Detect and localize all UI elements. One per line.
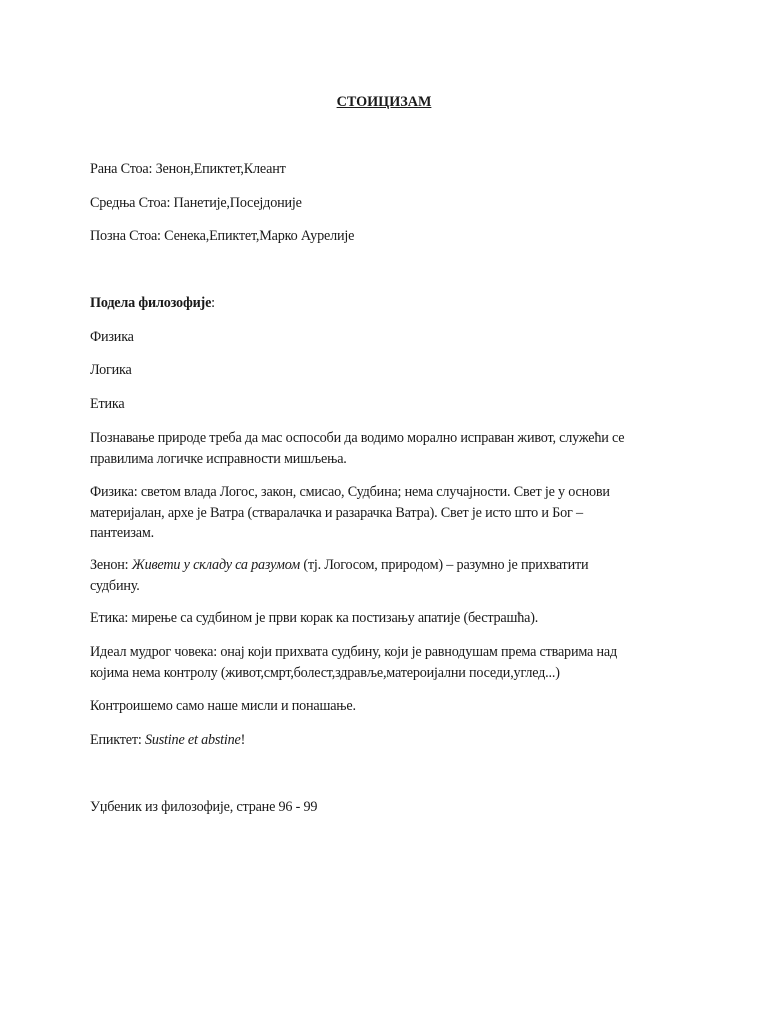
- physics-line-1: Физика: светом влада Логос, закон, смисао, Судбина; нема случајности. Свет је у основи: [90, 484, 610, 500]
- document-title: СТОИЦИЗАМ: [336, 94, 432, 110]
- zeno-prefix: Зенон:: [90, 557, 132, 573]
- period-middle: Средња Стоа: Панетије,Посејдоније: [90, 195, 302, 211]
- zeno-paragraph: [90, 555, 690, 596]
- period-late: Позна Стоа: Сенека,Епиктет,Марко Аурелије: [90, 228, 355, 244]
- epictetus-prefix: Епиктет:: [90, 732, 145, 748]
- textbook-reference: Уџбеник из филозофије, стране 96 - 99: [90, 799, 318, 815]
- knowledge-line-1: Познавање природе треба да мас оспособи да водимо морално исправан живот, служећи се: [90, 430, 625, 446]
- knowledge-paragraph: [90, 428, 690, 469]
- zeno-quote: Живети у складу са разумом: [131, 557, 300, 573]
- division-item-ethics: Етика: [90, 396, 125, 412]
- ideal-line-1: Идеал мудрог човека: онај који прихвата судбину, који је равнодушам према стварима над: [90, 644, 617, 660]
- epictetus-suffix: !: [240, 732, 246, 748]
- epictetus-line: [90, 730, 690, 751]
- physics-line-2: материјалан, архе је Ватра (стваралачка и разарачка Ватра). Свет је исто што и Бог –: [90, 504, 583, 521]
- zeno-rest: (тј. Логосом, природом) – разумно је прихватити: [299, 557, 589, 573]
- physics-paragraph: [90, 482, 690, 544]
- division-item-logic: Логика: [90, 362, 132, 378]
- ideal-paragraph: [90, 642, 690, 683]
- division-heading-line: [90, 293, 690, 314]
- zeno-line-1: [90, 555, 690, 576]
- zeno-line-2: судбину.: [90, 577, 140, 594]
- ideal-line-2: којима нема контролу (живот,смрт,болест,здравље,матероијални поседи,углед...): [90, 664, 560, 681]
- physics-line-3: пантеизам.: [90, 525, 154, 541]
- division-heading-colon: :: [211, 295, 215, 311]
- division-item-physics: Физика: [90, 329, 134, 345]
- control-line: Контроишемо само наше мисли и понашање.: [90, 698, 356, 714]
- ethics-line: Етика: мирење са судбином је први корак ка постизању апатије (бестрашћа).: [90, 610, 539, 626]
- epictetus-quote: Sustine et abstine: [144, 732, 241, 748]
- division-heading: Подела филозофије: [90, 295, 212, 311]
- period-early: Рана Стоа: Зенон,Епиктет,Клеант: [90, 161, 286, 177]
- knowledge-line-2: правилима логичке исправности мишљења.: [90, 450, 347, 467]
